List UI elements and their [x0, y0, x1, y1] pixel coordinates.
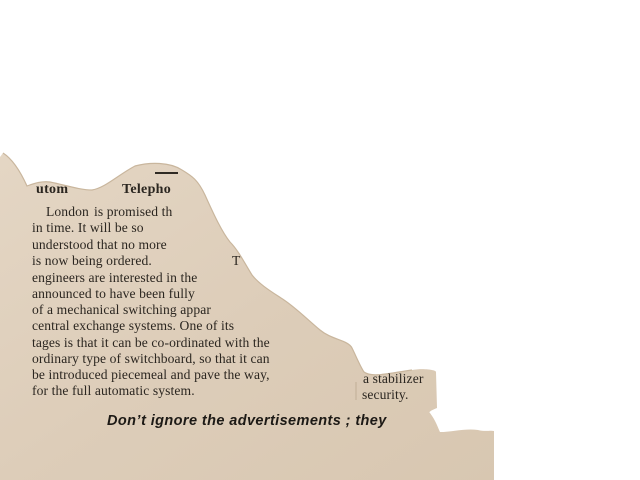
heading-fragment-left: utom: [36, 182, 69, 197]
body-line-7: of a mechanical switching appar: [32, 302, 211, 317]
body-line-1b: is promised th: [94, 204, 173, 219]
body-line-11b: a stabilizer: [363, 371, 424, 386]
body-line-2: in time. It will be so: [32, 220, 144, 235]
heading-fragment-right: Telepho: [122, 182, 172, 197]
body-line-11a: be introduced piecemeal and pave the way,: [32, 367, 270, 382]
body-line-3: understood that no more: [32, 237, 167, 252]
body-line-10: ordinary type of switchboard, so that it can: [32, 351, 270, 366]
body-line-1a: London: [46, 204, 89, 219]
body-line-4a: is now being ordered.: [32, 253, 152, 268]
advertisement-notice: Don’t ignore the advertisements ; they: [107, 413, 387, 429]
body-line-12b: security.: [362, 387, 409, 402]
body-line-8: central exchange systems. One of its: [32, 318, 235, 333]
body-line-12a: for the full automatic system.: [32, 383, 195, 398]
body-line-5: engineers are interested in the: [32, 270, 198, 285]
body-line-9: tages is that it can be co-ordinated with the: [32, 335, 270, 350]
body-line-6: announced to have been fully: [32, 286, 195, 301]
body-line-4b: T: [232, 253, 241, 268]
